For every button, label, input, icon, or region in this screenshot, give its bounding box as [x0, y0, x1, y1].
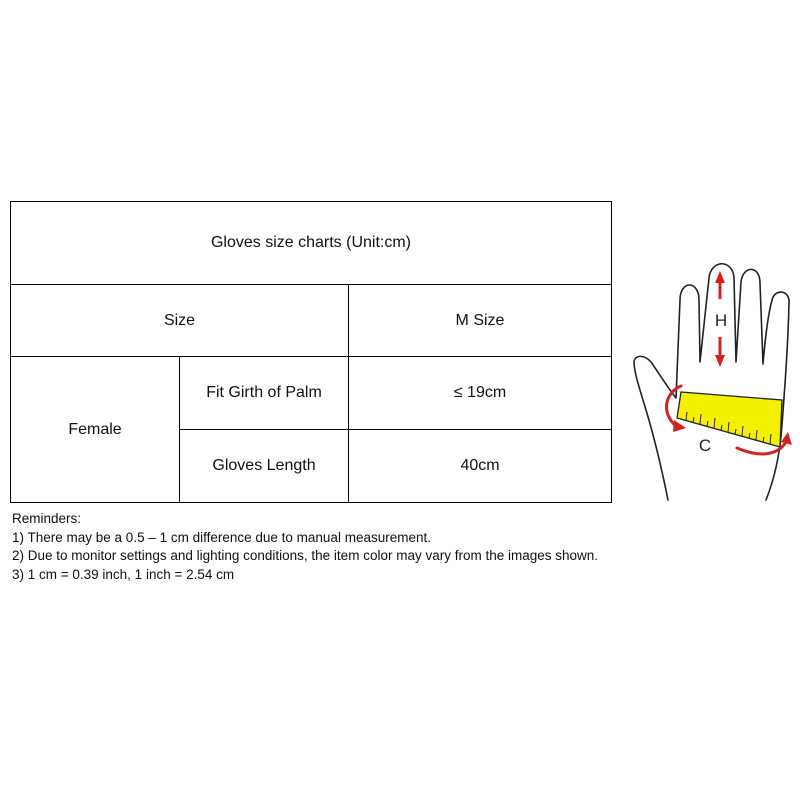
row-value-gloves-length: 40cm	[348, 429, 612, 503]
height-marker-label: H	[714, 311, 728, 330]
measuring-tape-icon	[677, 392, 782, 447]
size-header-value: M Size	[348, 284, 612, 357]
reminder-item: 1) There may be a 0.5 – 1 cm difference due to manual measurement.	[12, 529, 431, 545]
hand-outline-icon	[634, 264, 789, 500]
reminders-section	[12, 510, 602, 584]
reminder-item: 3) 1 cm = 0.39 inch, 1 inch = 2.54 cm	[12, 566, 235, 582]
circumference-marker-label: C	[698, 436, 712, 455]
reminders-heading: Reminders:	[12, 511, 82, 526]
row-label-palm-girth: Fit Girth of Palm	[179, 356, 349, 430]
hand-measurement-diagram	[630, 262, 800, 502]
reminder-item: 2) Due to monitor settings and lighting conditions, the item color may vary from the images shown.	[12, 548, 599, 563]
gender-group-label: Female	[10, 356, 180, 503]
row-label-gloves-length: Gloves Length	[179, 429, 349, 503]
row-value-palm-girth: ≤ 19cm	[348, 356, 612, 430]
chart-title: Gloves size charts (Unit:cm)	[10, 201, 612, 285]
size-chart-table	[10, 201, 612, 503]
size-header-label: Size	[10, 284, 349, 357]
